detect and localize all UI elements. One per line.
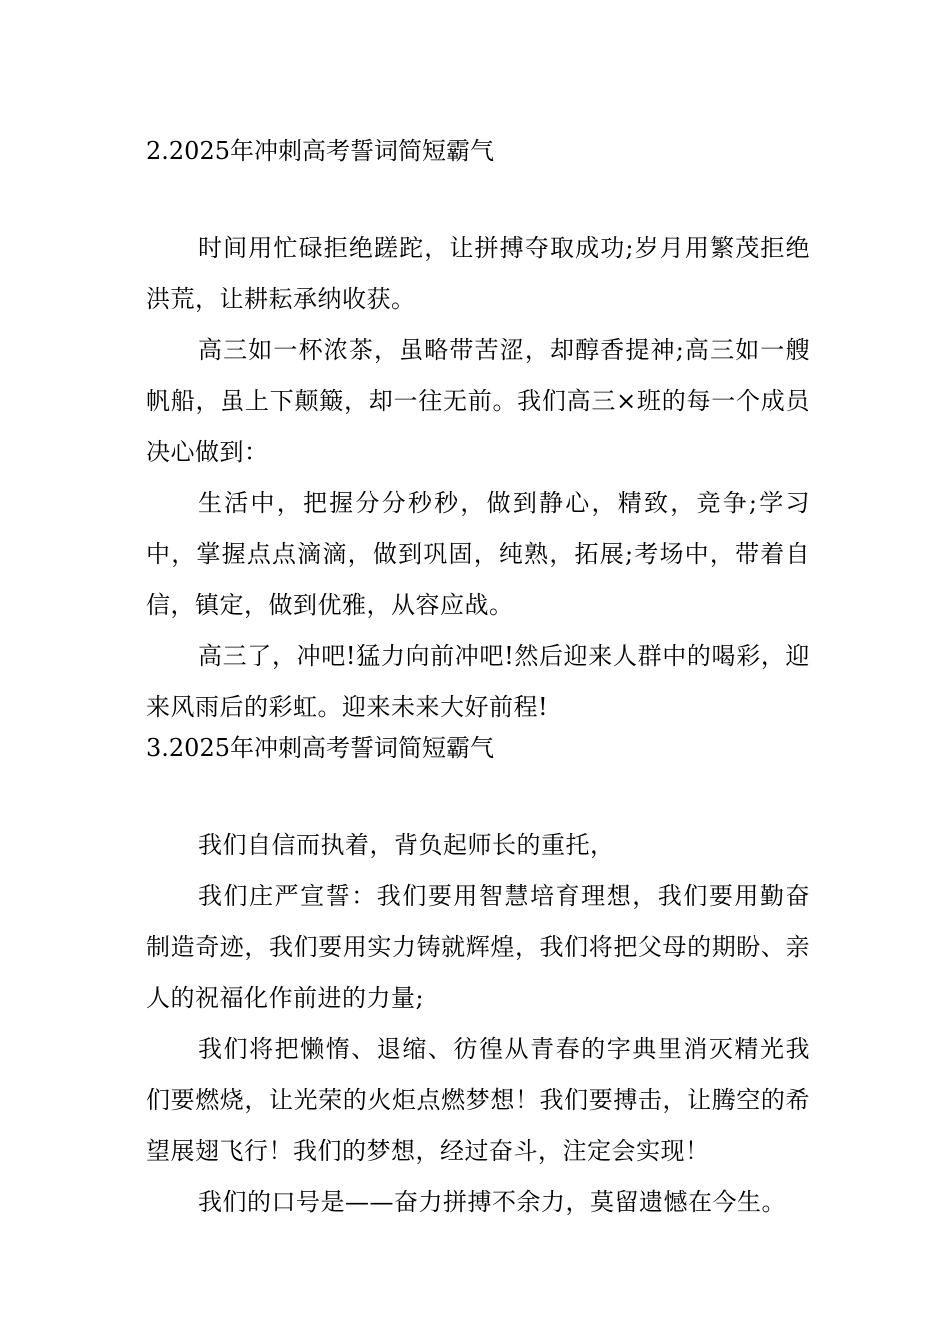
paragraph: 我们自信而执着，背负起师长的重托， (198, 831, 615, 859)
paragraph: 时间用忙碌拒绝蹉跎，让拼搏夺取成功;岁月用繁茂拒绝洪荒，让耕耘承纳收获。 (146, 234, 810, 313)
paragraph: 我们将把懒惰、退缩、彷徨从青春的字典里消灭精光我们要燃烧，让光荣的火炬点燃梦想！我们要搏击，让腾空的希望展翅飞行！我们的梦想，经过奋斗，注定会实现！ (146, 1035, 810, 1165)
paragraph: 我们庄严宣誓：我们要用智慧培育理想，我们要用勤奋制造奇迹，我们要用实力铸就辉煌，我们将把父母的期盼、亲人的祝福化作前进的力量; (146, 882, 810, 1012)
paragraph: 生活中，把握分分秒秒，做到静心，精致，竞争;学习中，掌握点点滴滴，做到巩固，纯熟，拓展;考场中，带着自信，镇定，做到优雅，从容应战。 (146, 489, 810, 619)
section-heading: 2.2025年冲刺高考誓词简短霸气 (146, 137, 494, 165)
paragraph: 我们的口号是——奋力拼搏不余力，莫留遗憾在今生。 (198, 1188, 786, 1216)
paragraph: 高三如一杯浓茶，虽略带苦涩，却醇香提神;高三如一艘帆船，虽上下颠簸，却一往无前。我们高三×班的每一个成员决心做到： (146, 336, 810, 466)
section-heading: 3.2025年冲刺高考誓词简短霸气 (146, 734, 494, 762)
paragraph: 高三了，冲吧!猛力向前冲吧!然后迎来人群中的喝彩，迎来风雨后的彩虹。迎来未来大好前程! (146, 642, 810, 721)
